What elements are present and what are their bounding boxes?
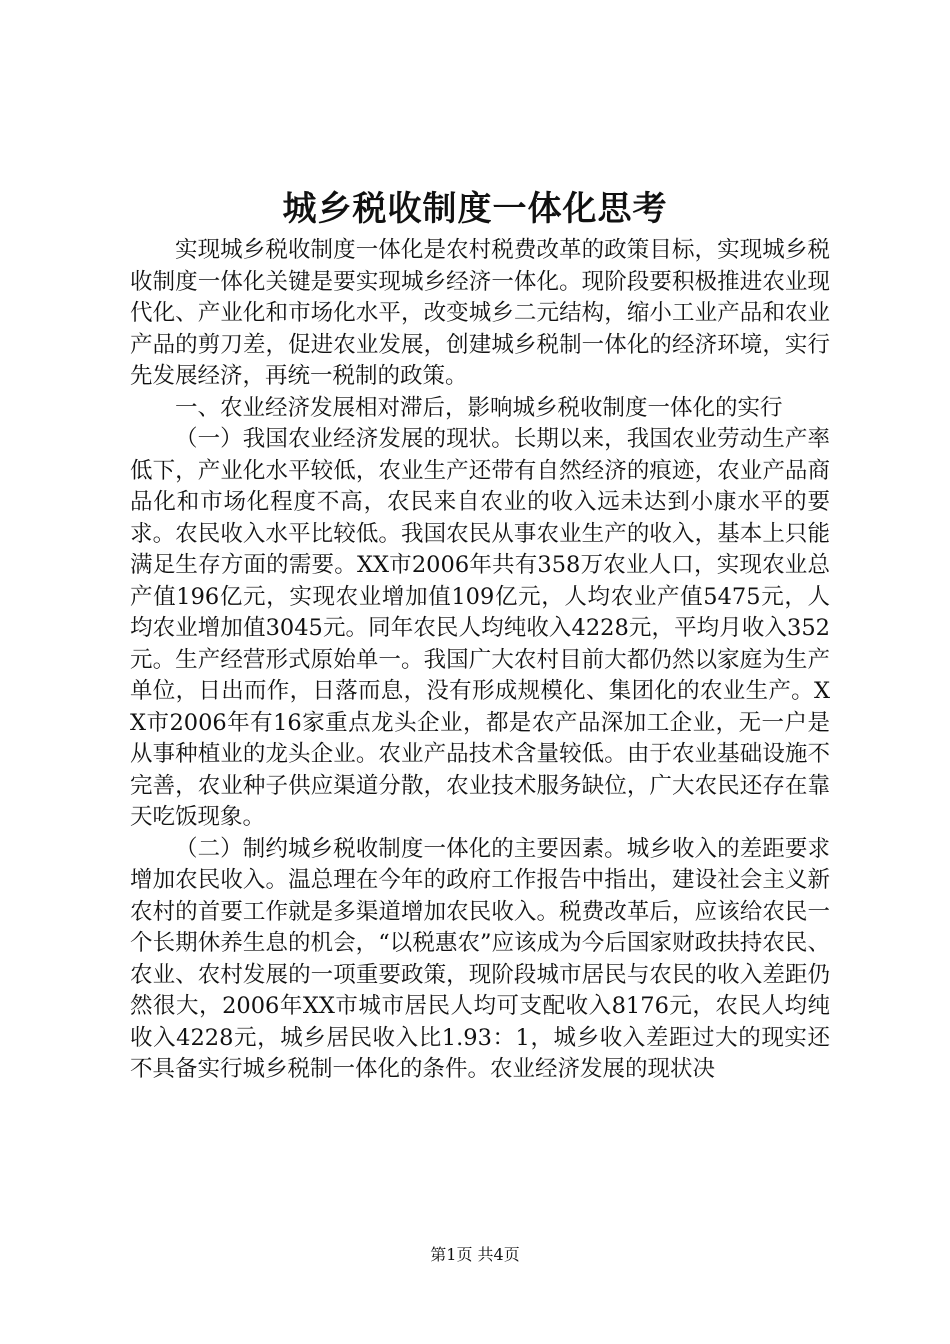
page-footer: 第1页 共4页 bbox=[430, 1245, 520, 1264]
document-body bbox=[130, 235, 830, 1086]
paragraph-subsection-2: （二）制约城乡税收制度一体化的主要因素。城乡收入的差距要求增加农民收入。温总理在今年的政府工作报告中指出，建设社会主义新农村的首要工作就是多渠道增加农民收入。税费改革后，应该给农民一个长期休养生息的机会，“以税惠农”应该成为今后国家财政扶持农民、农业、农村发展的一项重要政策，现阶段城市居民与农民的收入差距仍然很大，2006年XX市城市居民人均可支配收入8176元，农民人均纯收入4228元，城乡居民收入比1.93：1，城乡收入差距过大的现实还不具备实行城乡税制一体化的条件。农业经济发展的现状决 bbox=[130, 835, 830, 1082]
section-heading-1: 一、农业经济发展相对滞后，影响城乡税收制度一体化的实行 bbox=[175, 394, 783, 421]
document-title: 城乡税收制度一体化思考 bbox=[282, 189, 668, 229]
paragraph-subsection-1: （一）我国农业经济发展的现状。长期以来，我国农业劳动生产率低下，产业化水平较低，农业生产还带有自然经济的痕迹，农业产品商品化和市场化程度不高，农民来自农业的收入远未达到小康水平的要求。农民收入水平比较低。我国农民从事农业生产的收入，基本上只能满足生存方面的需要。XX市2006年共有358万农业人口，实现农业总产值196亿元，实现农业增加值109亿元，人均农业产值5475元，人均农业增加值3045元。同年农民人均纯收入4228元，平均月收入352元。生产经营形式原始单一。我国广大农村目前大都仍然以家庭为生产单位，日出而作，日落而息，没有形成规模化、集团化的农业生产。XX市2006年有16家重点龙头企业，都是农产品深加工企业，无一户是从事种植业的龙头企业。农业产品技术含量较低。由于农业基础设施不完善，农业种子供应渠道分散，农业技术服务缺位，广大农民还存在靠天吃饭现象。 bbox=[130, 426, 830, 830]
paragraph-intro: 实现城乡税收制度一体化是农村税费改革的政策目标，实现城乡税收制度一体化关键是要实现城乡经济一体化。现阶段要积极推进农业现代化、产业化和市场化水平，改变城乡二元结构，缩小工业产品和农业产品的剪刀差，促进农业发展，创建城乡税制一体化的经济环境，实行先发展经济，再统一税制的政策。 bbox=[130, 237, 830, 389]
